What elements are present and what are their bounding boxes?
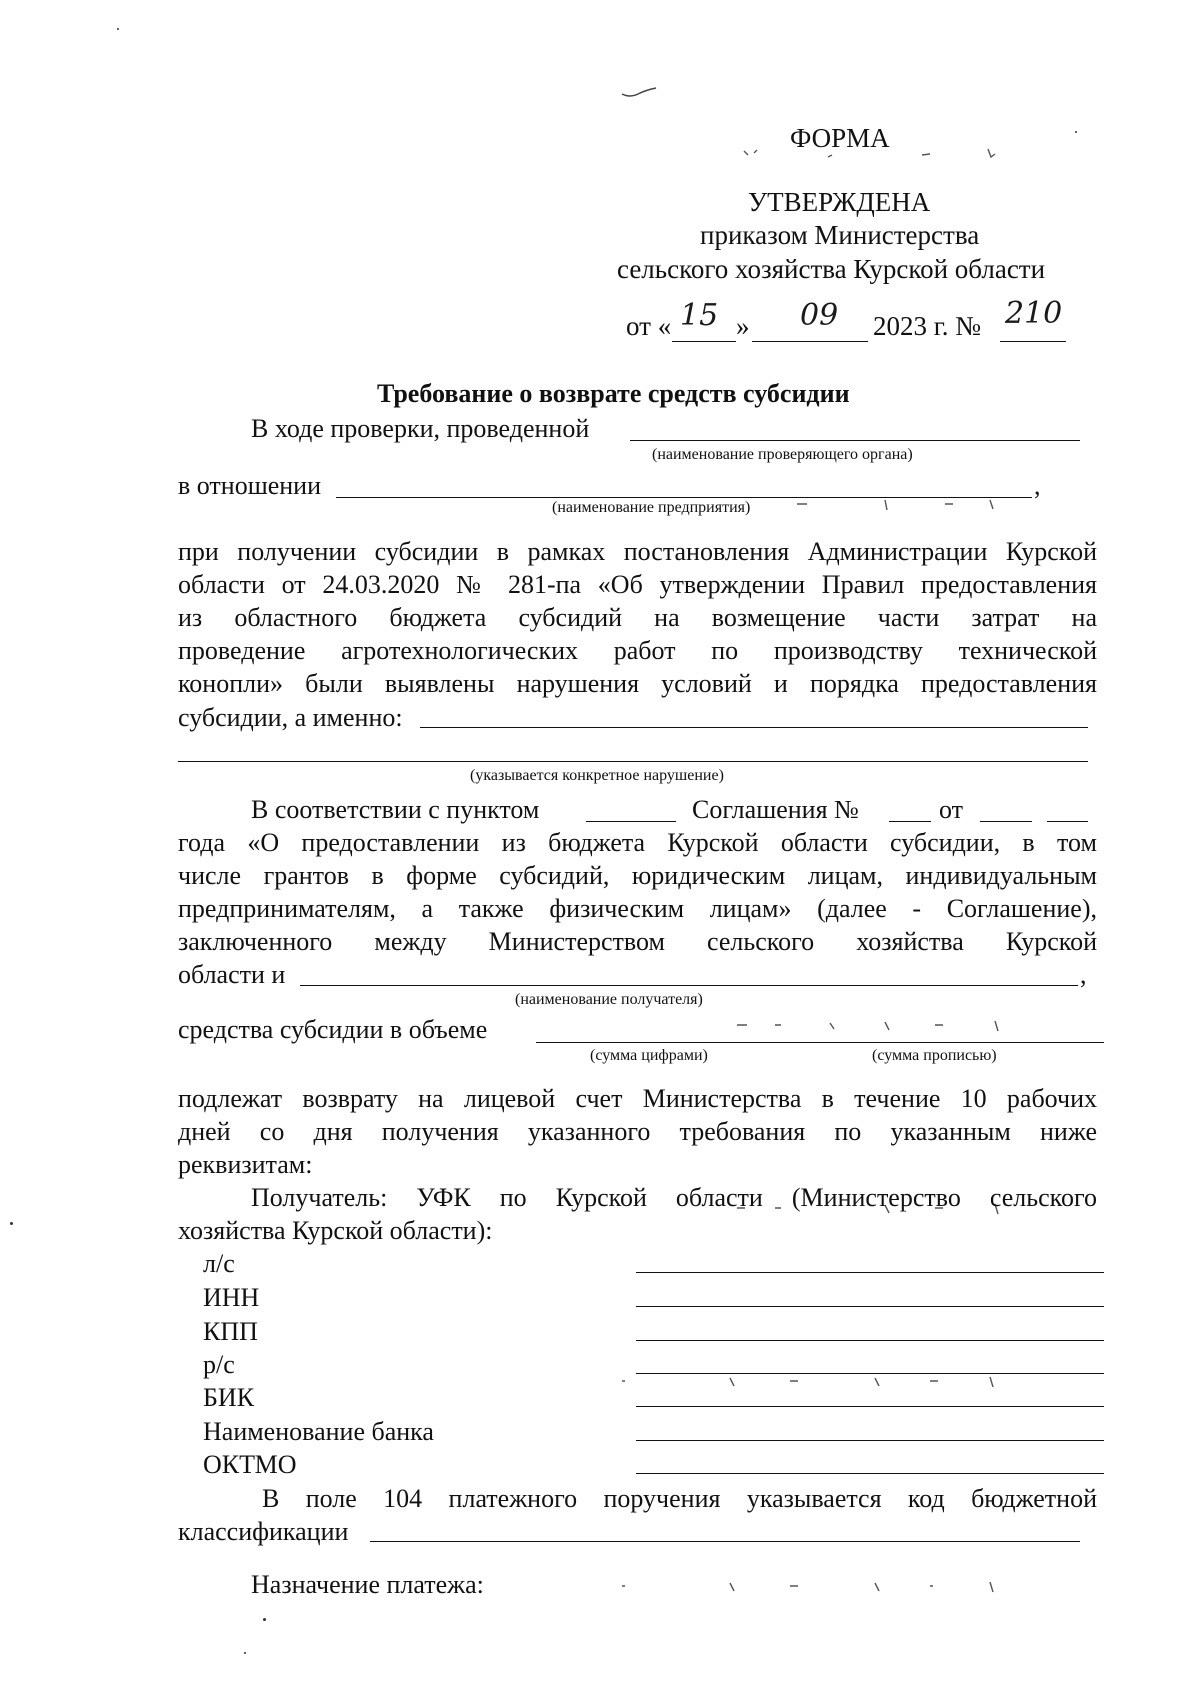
document-title: Требование о возврате средств субсидии	[377, 379, 850, 408]
requisite-field-oktmo[interactable]	[636, 1473, 1104, 1474]
enterprise-field[interactable]	[336, 497, 1032, 498]
body-line: года «О предоставлении из бюджета Курской области субсидии, в том	[178, 828, 1097, 857]
field104-line: В поле 104 платежного поручения указывается код бюджетной	[262, 1484, 1097, 1513]
body-line: проведение агротехнологических работ по производству технической	[178, 636, 1097, 665]
inspecting-body-field[interactable]	[630, 440, 1080, 441]
approved-label: УТВЕРЖДЕНА	[748, 187, 931, 217]
recipient-name-field[interactable]	[300, 985, 1078, 986]
month-underline	[752, 341, 868, 342]
scan-speck	[10, 1222, 13, 1225]
day-underline	[672, 341, 736, 342]
scan-mark	[795, 498, 1015, 512]
payment-purpose-label: Назначение платежа:	[251, 1570, 484, 1599]
requisite-label: Наименование банка	[203, 1417, 434, 1446]
body-line: при получении субсидии в рамках постановления Администрации Курской	[178, 537, 1097, 566]
scan-mark	[620, 1375, 1020, 1389]
from-label: от	[939, 795, 964, 824]
budget-code-field[interactable]	[370, 1541, 1080, 1542]
and-line: области и	[178, 960, 286, 989]
agreement-date-field[interactable]	[980, 821, 1032, 822]
scan-mark	[735, 1019, 1025, 1033]
scan-speck	[244, 1652, 246, 1654]
order-line: приказом Министерства	[700, 220, 980, 250]
body-line-last: субсидии, а именно:	[178, 703, 403, 732]
body-line-last: реквизитам:	[178, 1150, 313, 1179]
body-line: подлежат возврату на лицевой счет Министерства в течение 10 рабочих	[178, 1084, 1097, 1113]
body-line: дней со дня получения указанного требования по указанным ниже	[178, 1117, 1097, 1146]
body-line: заключенного между Министерством сельского хозяйства Курской	[178, 927, 1097, 956]
agreement-label: Соглашения №	[692, 795, 859, 824]
requisite-field-bik[interactable]	[636, 1406, 1104, 1407]
body-line: предпринимателям, а также физическим лицам» (далее - Соглашение),	[178, 894, 1097, 923]
violation-field[interactable]	[420, 727, 1088, 728]
amount-field[interactable]	[536, 1042, 1104, 1043]
and-comma: ,	[1080, 960, 1087, 989]
agreement-year-field[interactable]	[1047, 821, 1088, 822]
ministry-line: сельского хозяйства Курской области	[617, 254, 1046, 284]
funds-lead: средства субсидии в объеме	[178, 1015, 488, 1044]
requisite-field-ls[interactable]	[636, 1272, 1104, 1273]
order-year: 2023 г. №	[873, 311, 982, 341]
relation-label: в отношении	[178, 471, 322, 500]
enterprise-caption: (наименование предприятия)	[552, 499, 751, 516]
scan-mark	[620, 1580, 1020, 1594]
body-line: числе грантов в форме субсидий, юридическим лицам, индивидуальным	[178, 861, 1097, 890]
relation-comma: ,	[1034, 471, 1041, 500]
requisite-field-bank[interactable]	[636, 1440, 1104, 1441]
order-day-handwritten: 15	[680, 298, 719, 333]
agreement-number-field[interactable]	[889, 821, 931, 822]
requisite-field-kpp[interactable]	[636, 1340, 1104, 1341]
body-line: области от 24.03.2020 № 281-па «Об утверждении Правил предоставления	[178, 570, 1097, 599]
requisite-field-rs[interactable]	[636, 1373, 1104, 1374]
clause-number-field[interactable]	[586, 821, 676, 822]
scan-scribble	[620, 82, 660, 102]
inspecting-body-caption: (наименование проверяющего органа)	[652, 446, 913, 463]
recipient-line-2: хозяйства Курской области):	[178, 1216, 493, 1245]
requisite-label: р/с	[203, 1350, 235, 1379]
requisite-label: л/с	[203, 1249, 235, 1278]
field104-line-2: классификации	[178, 1517, 349, 1546]
violation-field-2[interactable]	[178, 761, 1088, 762]
scan-speck	[117, 28, 119, 30]
order-month-handwritten: 09	[800, 298, 839, 333]
form-label: ФОРМА	[790, 123, 890, 153]
requisite-label: ИНН	[203, 1283, 260, 1312]
amount-digits-caption: (сумма цифрами)	[590, 1047, 708, 1064]
quote-close: »	[736, 311, 750, 341]
date-prefix: от «	[626, 311, 672, 341]
recipient-line: Получатель: УФК по Курской области (Министерство сельского	[251, 1183, 1097, 1212]
requisite-label: КПП	[203, 1317, 258, 1346]
check-lead: В ходе проверки, проведенной	[251, 414, 590, 443]
amount-words-caption: (сумма прописью)	[872, 1047, 997, 1064]
number-underline	[1000, 341, 1066, 342]
clause-lead: В соответствии с пунктом	[251, 795, 540, 824]
body-line: конопли» были выявлены нарушения условий и порядка предоставления	[178, 669, 1097, 698]
order-number-handwritten: 210	[1005, 296, 1063, 331]
requisite-label: БИК	[203, 1383, 255, 1412]
recipient-caption: (наименование получателя)	[515, 991, 703, 1008]
violation-caption: (указывается конкретное нарушение)	[470, 767, 724, 784]
scan-speck	[1075, 131, 1077, 133]
requisite-label: ОКТМО	[203, 1450, 297, 1479]
requisite-field-inn[interactable]	[636, 1306, 1104, 1307]
body-line: из областного бюджета субсидий на возмещение части затрат на	[178, 603, 1097, 632]
scan-speck	[263, 1618, 266, 1621]
